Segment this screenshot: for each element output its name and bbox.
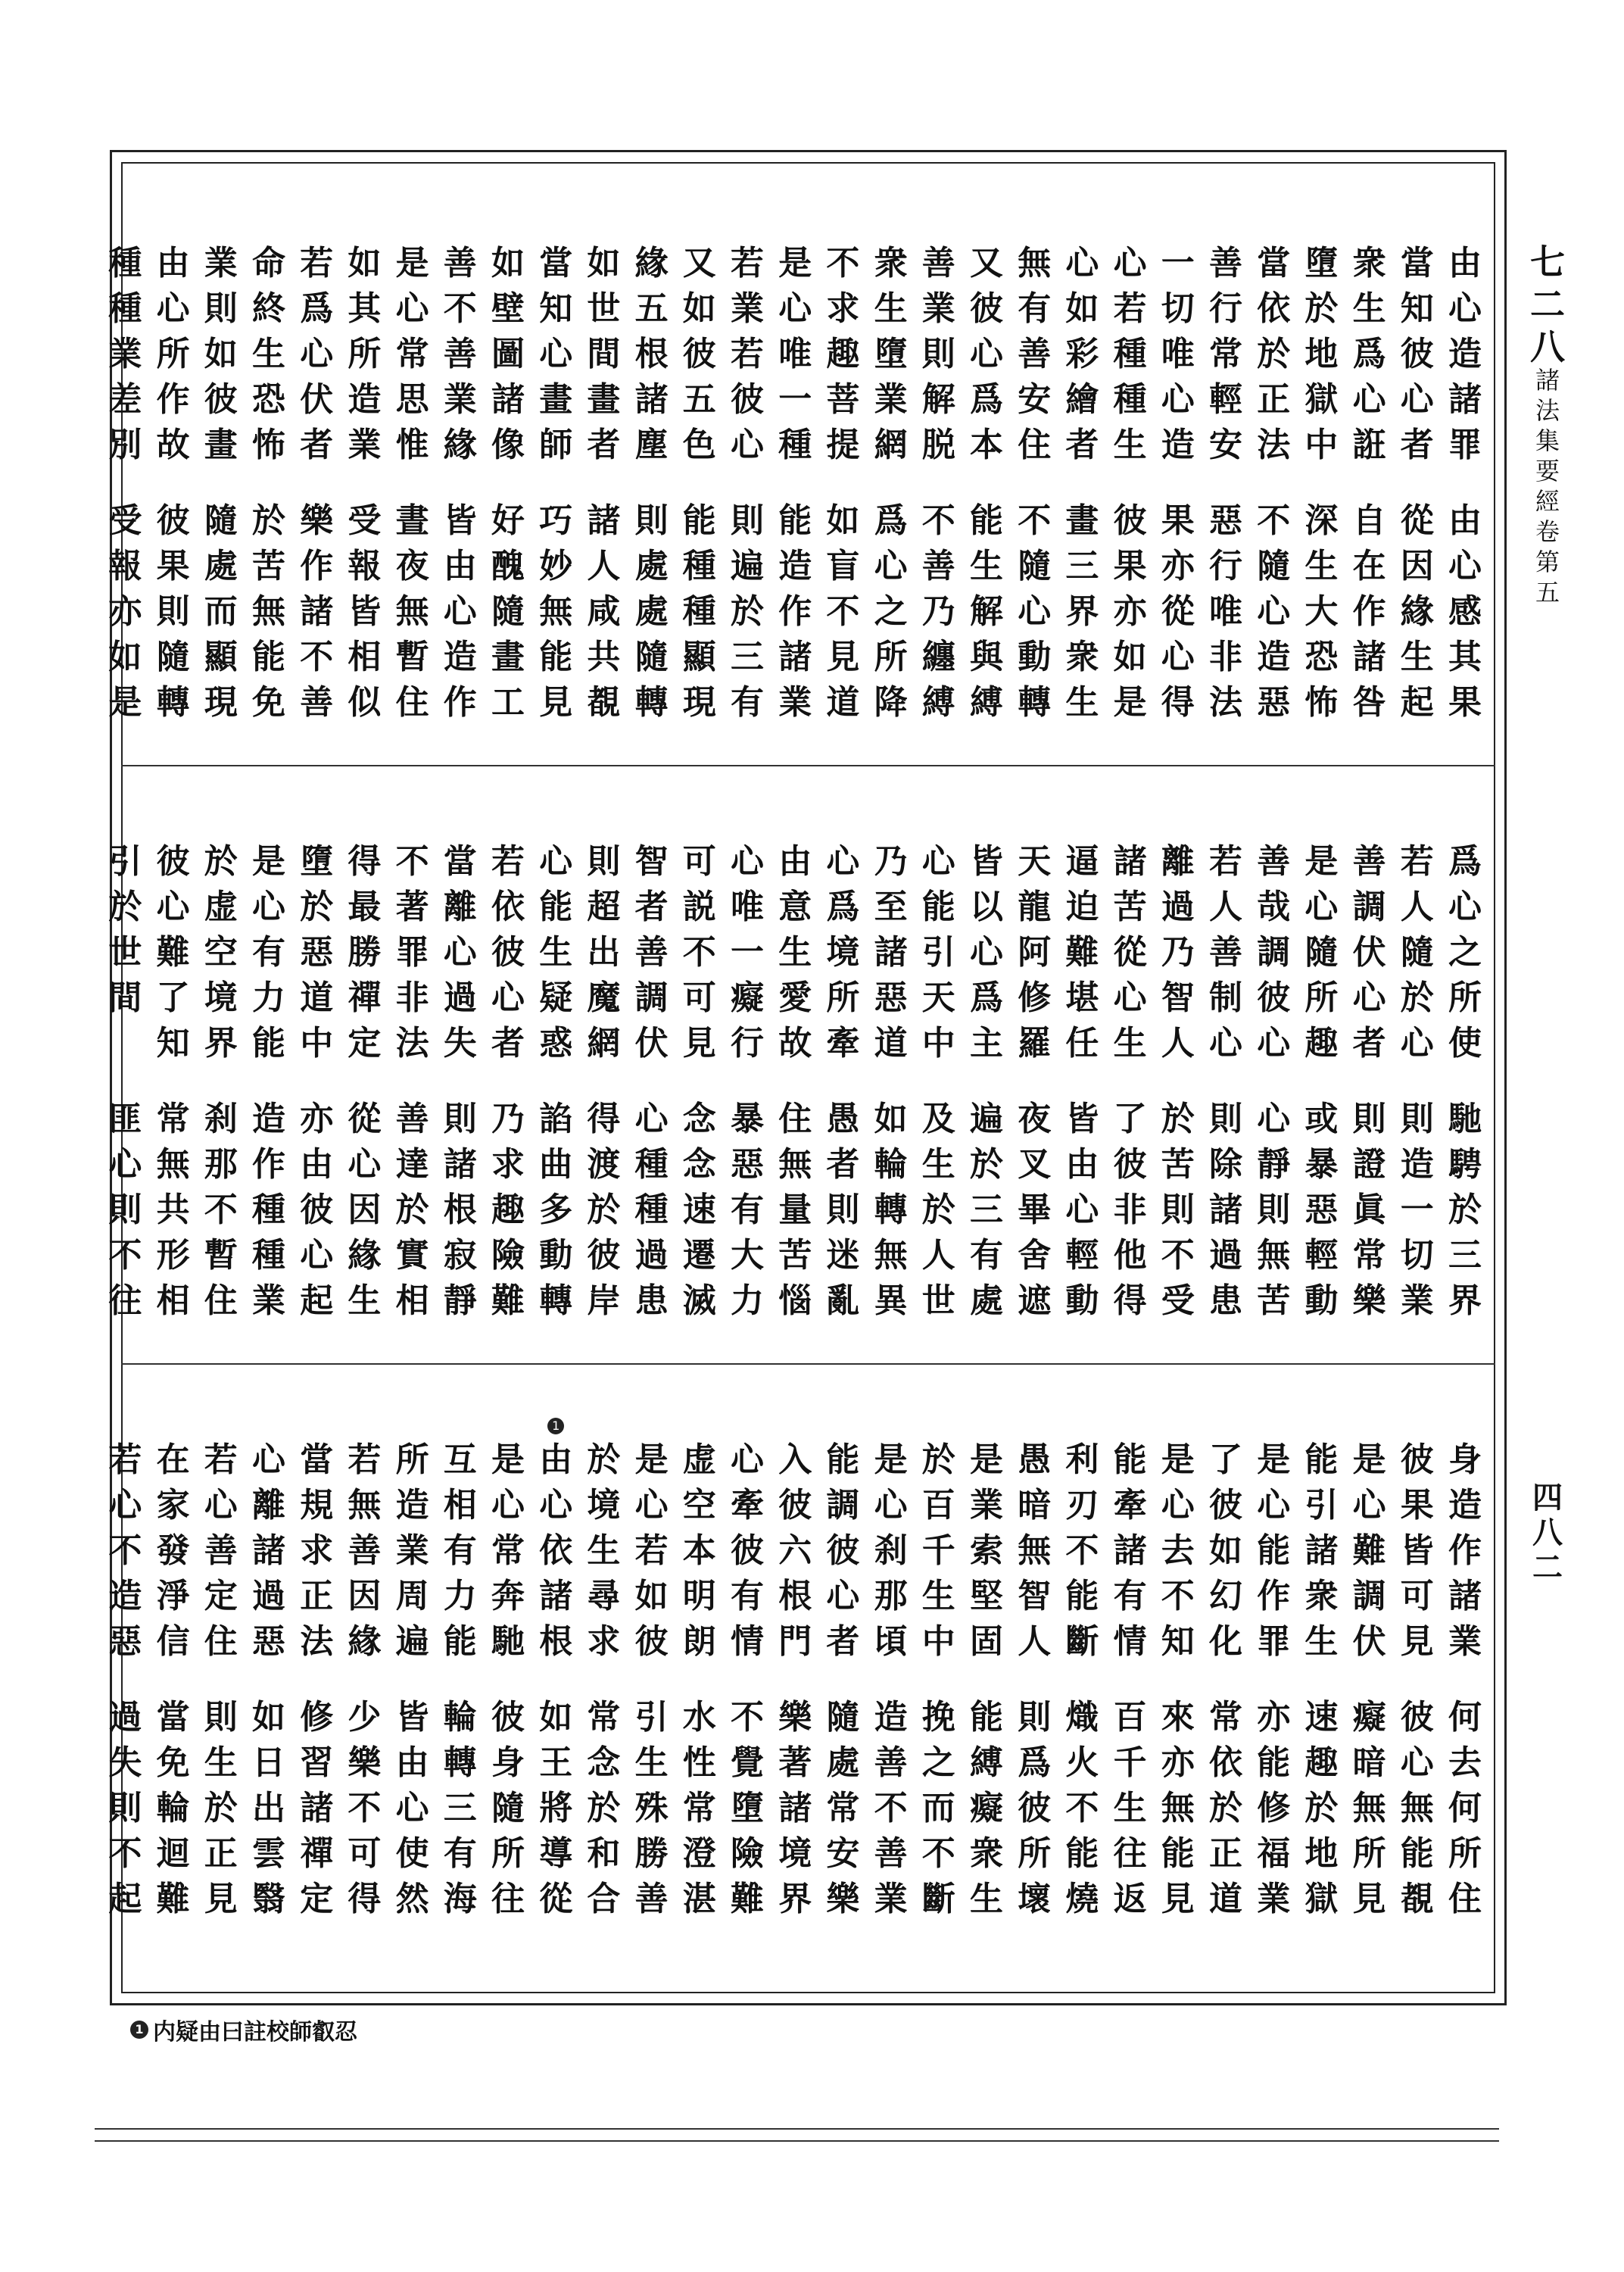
verse-line-2-25-bottom: 亦 由 彼 心 起 bbox=[300, 1100, 334, 1320]
verse-line-1-4-top: 墮 於 地 獄 中 bbox=[1304, 244, 1339, 464]
verse-line-3-7-top: 是 心 去 不 知 bbox=[1161, 1440, 1195, 1661]
verse-line-1-8-bottom: 彼 果 亦 如 是 bbox=[1113, 501, 1147, 722]
verse-line-2-20-bottom: 諂 曲 多 動 轉 bbox=[539, 1100, 573, 1320]
verse-line-3-3-bottom: 癡 暗 無 所 見 bbox=[1352, 1698, 1386, 1918]
verse-line-3-1-top: 身 造 作 諸 業 bbox=[1448, 1440, 1482, 1661]
verse-line-2-26-bottom: 造 作 種 種 業 bbox=[252, 1100, 285, 1320]
verse-line-1-29-bottom: 受 報 亦 如 是 bbox=[108, 501, 142, 722]
verse-line-3-18-top: 是 心 若 如 彼 bbox=[634, 1440, 669, 1661]
verse-line-1-25-top: 若 爲 心 伏 者 bbox=[300, 244, 334, 464]
verse-line-3-13-top: 是 心 刹 那 頃 bbox=[874, 1440, 908, 1661]
verse-line-3-4-top: 能 引 諸 衆 生 bbox=[1304, 1440, 1339, 1661]
verse-line-1-1-bottom: 由 心 感 其 果 bbox=[1448, 501, 1482, 722]
verse-line-2-2-top: 若 人 隨 於 心 bbox=[1400, 842, 1434, 1063]
verse-line-3-19-top: 於 境 生 尋 求 bbox=[587, 1440, 621, 1661]
verse-line-1-18-top: 緣 五 根 諸 塵 bbox=[634, 244, 669, 464]
verse-line-1-7-top: 一 切 唯 心 造 bbox=[1161, 244, 1195, 464]
verse-line-1-10-top: 無 有 善 安 住 bbox=[1018, 244, 1052, 464]
verse-line-1-19-top: 如 世 間 畫 者 bbox=[587, 244, 621, 464]
verse-line-1-19-bottom: 諸 人 咸 共 覩 bbox=[587, 501, 621, 722]
verse-line-3-5-bottom: 亦 能 修 福 業 bbox=[1257, 1698, 1291, 1918]
verse-line-3-1-bottom: 何 去 何 所 住 bbox=[1448, 1698, 1482, 1918]
verse-line-2-29-bottom: 匪 心 則 不 往 bbox=[108, 1100, 142, 1320]
verse-line-1-3-bottom: 自 在 作 諸 咎 bbox=[1352, 501, 1386, 722]
verse-line-1-4-bottom: 深 生 大 恐 怖 bbox=[1304, 501, 1339, 722]
verse-line-3-27-top: 若 心 善 定 住 bbox=[204, 1440, 238, 1661]
verse-line-2-18-bottom: 心 種 種 過 患 bbox=[634, 1100, 669, 1320]
verse-line-2-22-top: 當 離 心 過 失 bbox=[443, 842, 477, 1063]
verse-line-3-19-bottom: 常 念 於 和 合 bbox=[587, 1698, 621, 1918]
verse-line-2-18-top: 智 者 善 調 伏 bbox=[634, 842, 669, 1063]
verse-line-3-10-top: 愚 暗 無 智 人 bbox=[1018, 1440, 1052, 1661]
verse-line-3-21-bottom: 彼 身 隨 所 往 bbox=[491, 1698, 525, 1918]
verse-line-1-2-top: 當 知 彼 心 者 bbox=[1400, 244, 1434, 464]
verse-line-2-13-top: 乃 至 諸 惡 道 bbox=[874, 842, 908, 1063]
verse-line-3-24-top: 若 無 善 因 緣 bbox=[348, 1440, 382, 1661]
footnote-marker: 1 bbox=[547, 1418, 564, 1434]
verse-line-1-28-bottom: 彼 果 則 隨 轉 bbox=[156, 501, 190, 722]
verse-line-3-25-bottom: 修 習 諸 禪 定 bbox=[300, 1698, 334, 1918]
verse-line-1-21-bottom: 好 醜 隨 畫 工 bbox=[491, 501, 525, 722]
verse-line-2-28-bottom: 常 無 共 形 相 bbox=[156, 1100, 190, 1320]
verse-line-2-10-bottom: 夜 叉 畢 舍 遮 bbox=[1018, 1100, 1052, 1320]
verse-line-3-22-bottom: 輪 轉 三 有 海 bbox=[443, 1698, 477, 1918]
verse-line-3-29-top: 若 心 不 造 惡 bbox=[108, 1440, 142, 1661]
verse-line-2-14-bottom: 愚 者 則 迷 亂 bbox=[826, 1100, 860, 1320]
verse-line-1-8-top: 心 若 種 種 生 bbox=[1113, 244, 1147, 464]
verse-line-3-11-top: 是 業 索 堅 固 bbox=[970, 1440, 1003, 1661]
verse-line-2-7-bottom: 於 苦 則 不 受 bbox=[1161, 1100, 1195, 1320]
running-title: 諸 法 集 要 經 卷 第 五 bbox=[1535, 366, 1560, 607]
verse-line-3-16-bottom: 不 覺 墮 險 難 bbox=[731, 1698, 764, 1918]
verse-line-1-1-top: 由 心 造 諸 罪 bbox=[1448, 244, 1482, 464]
verse-line-3-6-top: 了 彼 如 幻 化 bbox=[1209, 1440, 1242, 1661]
verse-line-2-6-bottom: 則 除 諸 過 患 bbox=[1209, 1100, 1242, 1320]
verse-line-2-5-bottom: 心 靜 則 無 苦 bbox=[1257, 1100, 1291, 1320]
footnote-number: 1 bbox=[130, 2021, 148, 2039]
verse-line-2-1-bottom: 馳 騁 於 三 界 bbox=[1448, 1100, 1482, 1320]
verse-line-1-5-top: 當 依 於 正 法 bbox=[1257, 244, 1291, 464]
verse-line-3-15-bottom: 樂 著 諸 境 界 bbox=[778, 1698, 812, 1918]
verse-line-1-16-bottom: 則 遍 於 三 有 bbox=[731, 501, 764, 722]
verse-line-2-27-bottom: 刹 那 不 暫 住 bbox=[204, 1100, 238, 1320]
verse-line-3-8-top: 能 牽 諸 有 情 bbox=[1113, 1440, 1147, 1661]
verse-line-3-7-bottom: 來 亦 無 能 見 bbox=[1161, 1698, 1195, 1918]
verse-line-2-12-bottom: 及 生 於 人 世 bbox=[921, 1100, 955, 1320]
band-divider-1 bbox=[121, 765, 1495, 766]
verse-line-2-6-top: 若 人 善 制 心 bbox=[1209, 842, 1242, 1063]
verse-line-2-23-bottom: 善 達 於 實 相 bbox=[395, 1100, 429, 1320]
verse-line-1-7-bottom: 果 亦 從 心 得 bbox=[1161, 501, 1195, 722]
verse-line-2-19-top: 則 超 出 魔 網 bbox=[587, 842, 621, 1063]
verse-line-2-10-top: 天 龍 阿 修 羅 bbox=[1018, 842, 1052, 1063]
verse-line-3-17-bottom: 水 性 常 澄 湛 bbox=[682, 1698, 716, 1918]
verse-line-2-21-top: 若 依 彼 心 者 bbox=[491, 842, 525, 1063]
verse-line-1-15-top: 是 心 唯 一 種 bbox=[778, 244, 812, 464]
verse-line-2-13-bottom: 如 輪 轉 無 異 bbox=[874, 1100, 908, 1320]
verse-line-1-5-bottom: 不 隨 心 造 惡 bbox=[1257, 501, 1291, 722]
verse-line-3-5-top: 是 心 能 作 罪 bbox=[1257, 1440, 1291, 1661]
verse-line-1-14-top: 不 求 趣 菩 提 bbox=[826, 244, 860, 464]
verse-line-3-14-bottom: 隨 處 常 安 樂 bbox=[826, 1698, 860, 1918]
verse-line-2-19-bottom: 得 渡 於 彼 岸 bbox=[587, 1100, 621, 1320]
verse-line-2-27-top: 於 虚 空 境 界 bbox=[204, 842, 238, 1063]
verse-line-3-11-bottom: 能 縛 癡 衆 生 bbox=[970, 1698, 1003, 1918]
verse-line-1-27-bottom: 隨 處 而 顯 現 bbox=[204, 501, 238, 722]
verse-line-3-27-bottom: 則 生 於 正 見 bbox=[204, 1698, 238, 1918]
verse-line-2-3-bottom: 則 證 眞 常 樂 bbox=[1352, 1100, 1386, 1320]
verse-line-3-13-bottom: 造 善 不 善 業 bbox=[874, 1698, 908, 1918]
verse-line-3-21-top: 是 心 常 奔 馳 bbox=[491, 1440, 525, 1661]
verse-line-2-8-top: 諸 苦 從 心 生 bbox=[1113, 842, 1147, 1063]
verse-line-3-20-bottom: 如 王 將 導 從 bbox=[539, 1698, 573, 1918]
verse-line-3-28-bottom: 當 免 輪 迴 難 bbox=[156, 1698, 190, 1918]
verse-line-1-3-top: 衆 生 爲 心 誑 bbox=[1352, 244, 1386, 464]
verse-line-2-16-top: 心 唯 一 癡 行 bbox=[731, 842, 764, 1063]
verse-line-1-18-bottom: 則 處 處 隨 轉 bbox=[634, 501, 669, 722]
verse-line-2-2-bottom: 則 造 一 切 業 bbox=[1400, 1100, 1434, 1320]
verse-line-1-22-top: 善 不 善 業 緣 bbox=[443, 244, 477, 464]
verse-line-2-22-bottom: 則 諸 根 寂 靜 bbox=[443, 1100, 477, 1320]
verse-line-2-3-top: 善 調 伏 心 者 bbox=[1352, 842, 1386, 1063]
verse-line-2-15-bottom: 住 無 量 苦 惱 bbox=[778, 1100, 812, 1320]
verse-line-3-6-bottom: 常 依 於 正 道 bbox=[1209, 1698, 1242, 1918]
verse-line-2-12-top: 心 能 引 天 中 bbox=[921, 842, 955, 1063]
verse-line-1-25-bottom: 樂 作 諸 不 善 bbox=[300, 501, 334, 722]
verse-line-3-2-bottom: 彼 心 無 能 覩 bbox=[1400, 1698, 1434, 1918]
bottom-rule-2 bbox=[95, 2140, 1499, 2142]
verse-line-2-17-bottom: 念 念 速 遷 滅 bbox=[682, 1100, 716, 1320]
verse-line-1-21-top: 如 壁 圖 諸 像 bbox=[491, 244, 525, 464]
verse-line-3-8-bottom: 百 千 生 往 返 bbox=[1113, 1698, 1147, 1918]
verse-line-2-4-top: 是 心 隨 所 趣 bbox=[1304, 842, 1339, 1063]
verse-line-1-20-bottom: 巧 妙 無 能 見 bbox=[539, 501, 573, 722]
verse-line-2-7-top: 離 過 乃 智 人 bbox=[1161, 842, 1195, 1063]
verse-line-1-26-top: 命 終 生 恐 怖 bbox=[252, 244, 285, 464]
verse-line-1-17-top: 又 如 彼 五 色 bbox=[682, 244, 716, 464]
verse-line-1-27-top: 業 則 如 彼 畫 bbox=[204, 244, 238, 464]
verse-line-1-16-top: 若 業 若 彼 心 bbox=[731, 244, 764, 464]
verse-line-2-26-top: 是 心 有 力 能 bbox=[252, 842, 285, 1063]
verse-line-1-11-bottom: 能 生 解 與 縛 bbox=[970, 501, 1003, 722]
verse-line-1-17-bottom: 能 種 種 顯 現 bbox=[682, 501, 716, 722]
verse-line-3-23-top: 所 造 業 周 遍 bbox=[395, 1440, 429, 1661]
verse-line-1-2-bottom: 從 因 緣 生 起 bbox=[1400, 501, 1434, 722]
verse-line-1-24-bottom: 受 報 皆 相 似 bbox=[348, 501, 382, 722]
verse-line-3-14-top: 能 調 彼 心 者 bbox=[826, 1440, 860, 1661]
footnote-text: 内疑由曰註校師叡忍 bbox=[153, 2019, 357, 2046]
bottom-rule-1 bbox=[95, 2128, 1499, 2130]
verse-line-3-9-top: 利 刃 不 能 斷 bbox=[1065, 1440, 1099, 1661]
verse-line-2-29-top: 引 於 世 間 bbox=[108, 842, 142, 1017]
verse-line-1-6-top: 善 行 常 輕 安 bbox=[1209, 244, 1242, 464]
verse-line-3-26-top: 心 離 諸 過 惡 bbox=[252, 1440, 285, 1661]
verse-line-2-11-bottom: 遍 於 三 有 處 bbox=[970, 1100, 1003, 1320]
footnote bbox=[130, 2013, 357, 2046]
verse-line-2-1-top: 爲 心 之 所 使 bbox=[1448, 842, 1482, 1063]
verse-line-1-9-top: 心 如 彩 繪 者 bbox=[1065, 244, 1099, 464]
verse-line-2-17-top: 可 説 不 可 見 bbox=[682, 842, 716, 1063]
verse-line-2-25-top: 墮 於 惡 道 中 bbox=[300, 842, 334, 1063]
verse-line-1-20-top: 當 知 心 畫 師 bbox=[539, 244, 573, 464]
verse-line-2-9-top: 逼 迫 難 堪 任 bbox=[1065, 842, 1099, 1063]
side-page-number: 四 八 二 bbox=[1532, 1480, 1563, 1585]
verse-line-2-20-top: 心 能 生 疑 惑 bbox=[539, 842, 573, 1063]
verse-line-2-14-top: 心 爲 境 所 牽 bbox=[826, 842, 860, 1063]
verse-line-2-28-top: 彼 心 難 了 知 bbox=[156, 842, 190, 1063]
verse-line-3-26-bottom: 如 日 出 雲 翳 bbox=[252, 1698, 285, 1918]
verse-line-2-21-bottom: 乃 求 趣 險 難 bbox=[491, 1100, 525, 1320]
verse-line-1-28-top: 由 心 所 作 故 bbox=[156, 244, 190, 464]
verse-line-1-9-bottom: 畫 三 界 衆 生 bbox=[1065, 501, 1099, 722]
verse-line-1-13-top: 衆 生 墮 業 網 bbox=[874, 244, 908, 464]
verse-line-3-18-bottom: 引 生 殊 勝 善 bbox=[634, 1698, 669, 1918]
verse-line-1-12-top: 善 業 則 解 脱 bbox=[921, 244, 955, 464]
verse-line-3-12-bottom: 挽 之 而 不 斷 bbox=[921, 1698, 955, 1918]
verse-line-1-24-top: 如 其 所 造 業 bbox=[348, 244, 382, 464]
verse-line-3-9-bottom: 熾 火 不 能 燒 bbox=[1065, 1698, 1099, 1918]
verse-line-3-12-top: 於 百 千 生 中 bbox=[921, 1440, 955, 1661]
verse-line-3-4-bottom: 速 趣 於 地 獄 bbox=[1304, 1698, 1339, 1918]
verse-line-2-16-bottom: 暴 惡 有 大 力 bbox=[731, 1100, 764, 1320]
verse-line-3-16-top: 心 牽 彼 有 情 bbox=[731, 1440, 764, 1661]
verse-line-3-23-bottom: 皆 由 心 使 然 bbox=[395, 1698, 429, 1918]
verse-line-3-15-top: 入 彼 六 根 門 bbox=[778, 1440, 812, 1661]
verse-line-1-10-bottom: 不 隨 心 動 轉 bbox=[1018, 501, 1052, 722]
verse-line-3-10-bottom: 則 爲 彼 所 壞 bbox=[1018, 1698, 1052, 1918]
verse-line-2-23-top: 不 著 罪 非 法 bbox=[395, 842, 429, 1063]
verse-line-2-15-top: 由 意 生 愛 故 bbox=[778, 842, 812, 1063]
verse-line-3-25-top: 當 規 求 正 法 bbox=[300, 1440, 334, 1661]
verse-line-2-24-bottom: 從 心 因 緣 生 bbox=[348, 1100, 382, 1320]
verse-line-1-12-bottom: 不 善 乃 纏 縛 bbox=[921, 501, 955, 722]
verse-line-1-15-bottom: 能 造 作 諸 業 bbox=[778, 501, 812, 722]
verse-line-1-23-bottom: 晝 夜 無 暫 住 bbox=[395, 501, 429, 722]
verse-line-2-9-bottom: 皆 由 心 輕 動 bbox=[1065, 1100, 1099, 1320]
verse-line-3-29-bottom: 過 失 則 不 起 bbox=[108, 1698, 142, 1918]
page-number-header: 七 二 八 bbox=[1530, 242, 1565, 367]
verse-line-1-14-bottom: 如 盲 不 見 道 bbox=[826, 501, 860, 722]
band-divider-2 bbox=[121, 1363, 1495, 1365]
verse-line-1-22-bottom: 皆 由 心 造 作 bbox=[443, 501, 477, 722]
verse-line-3-24-bottom: 少 樂 不 可 得 bbox=[348, 1698, 382, 1918]
verse-line-2-11-top: 皆 以 心 爲 主 bbox=[970, 842, 1003, 1063]
verse-line-3-28-top: 在 家 發 淨 信 bbox=[156, 1440, 190, 1661]
verse-line-1-29-top: 種 種 業 差 別 bbox=[108, 244, 142, 464]
verse-line-2-4-bottom: 或 暴 惡 輕 動 bbox=[1304, 1100, 1339, 1320]
verse-line-3-17-top: 虚 空 本 明 朗 bbox=[682, 1440, 716, 1661]
verse-line-2-5-top: 善 哉 調 彼 心 bbox=[1257, 842, 1291, 1063]
verse-line-3-2-top: 彼 果 皆 可 見 bbox=[1400, 1440, 1434, 1661]
verse-line-1-23-top: 是 心 常 思 惟 bbox=[395, 244, 429, 464]
verse-line-3-20-top: 由 心 依 諸 根 bbox=[539, 1440, 573, 1661]
verse-line-1-13-bottom: 爲 心 之 所 降 bbox=[874, 501, 908, 722]
verse-line-2-24-top: 得 最 勝 禪 定 bbox=[348, 842, 382, 1063]
verse-line-1-11-top: 又 彼 心 爲 本 bbox=[970, 244, 1003, 464]
verse-line-3-3-top: 是 心 難 調 伏 bbox=[1352, 1440, 1386, 1661]
verse-line-1-26-bottom: 於 苦 無 能 免 bbox=[252, 501, 285, 722]
verse-line-3-22-top: 互 相 有 力 能 bbox=[443, 1440, 477, 1661]
verse-line-2-8-bottom: 了 彼 非 他 得 bbox=[1113, 1100, 1147, 1320]
verse-line-1-6-bottom: 惡 行 唯 非 法 bbox=[1209, 501, 1242, 722]
